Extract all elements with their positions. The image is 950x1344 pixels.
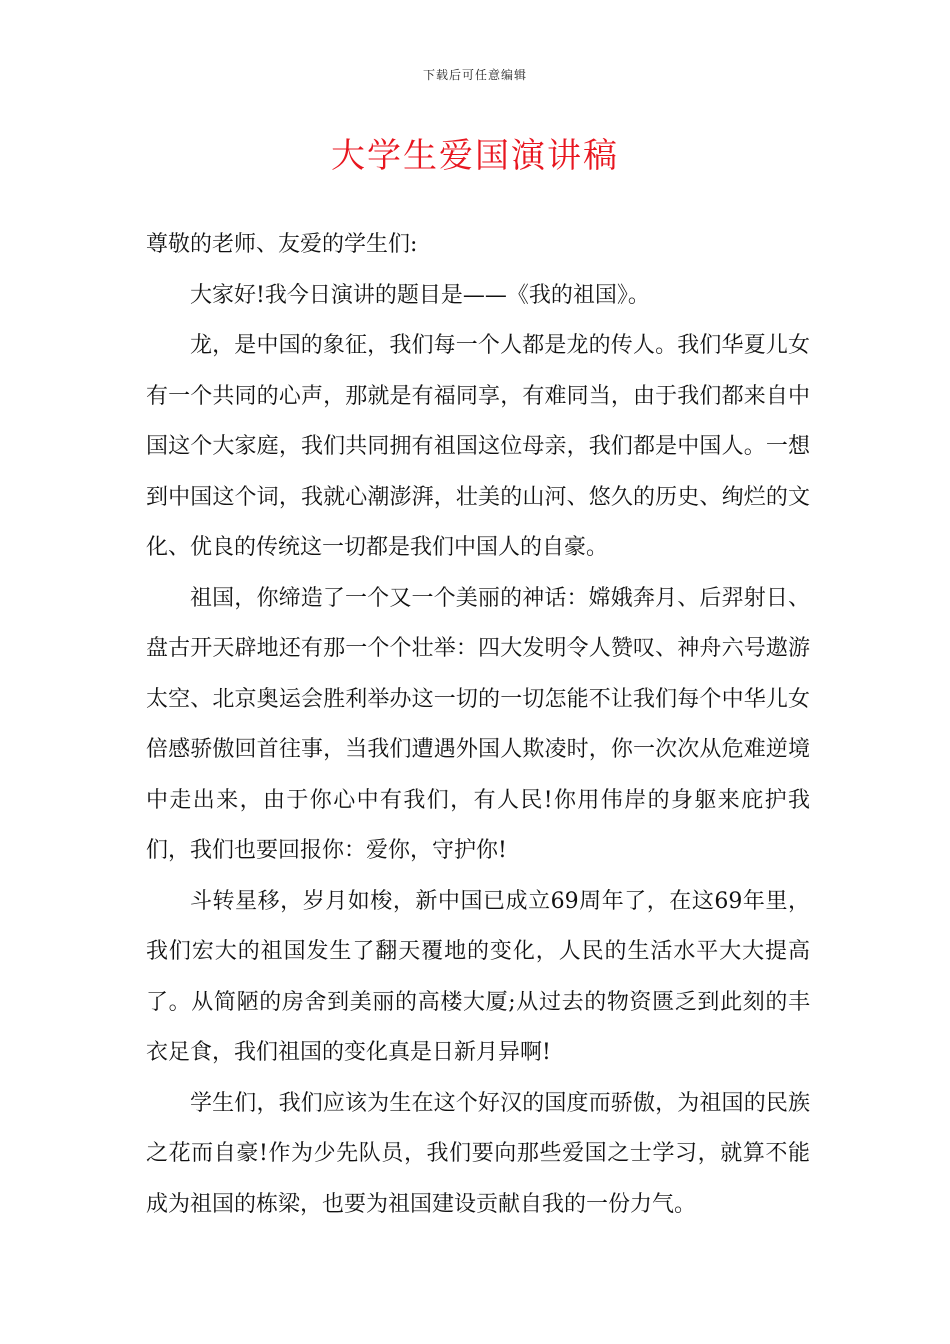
header-note: 下载后可任意编辑 [422,68,527,82]
paragraph: 大家好!我今日演讲的题目是——《我的祖国》。 [190,282,650,308]
paragraph: 斗转星移，岁月如梭，新中国已成立69周年了，在这69年里，我们宏大的祖国发生了翻天覆地的变化，人民的生活水平大大提高了。从简陋的房舍到美丽的高楼大厦;从过去的物资匮乏到此刻的丰衣足食，我们祖国的变化真是日新月异啊! [146,888,810,1065]
paragraph: 龙，是中国的象征，我们每一个人都是龙的传人。我们华夏儿女有一个共同的心声，那就是有福同享，有难同当，由于我们都来自中国这个大家庭，我们共同拥有祖国这位母亲，我们都是中国人。一想到中国这个词，我就心潮澎湃，壮美的山河、悠久的历史、绚烂的文化、优良的传统这一切都是我们中国人的自豪。 [146,333,810,560]
document-body [146,220,810,1230]
document-title: 大学生爱国演讲稿 [331,136,619,176]
salutation: 尊敬的老师、友爱的学生们: [146,232,418,257]
paragraph: 祖国，你缔造了一个又一个美丽的神话：嫦娥奔月、后羿射日、盘古开天辟地还有那一个个壮举：四大发明令人赞叹、神舟六号遨游太空、北京奥运会胜利举办这一切的一切怎能不让我们每个中华儿女倍感骄傲回首往事，当我们遭遇外国人欺凌时，你一次次从危难逆境中走出来，由于你心中有我们，有人民!你用伟岸的身躯来庇护我们，我们也要回报你：爱你，守护你! [146,585,810,863]
paragraph: 学生们，我们应该为生在这个好汉的国度而骄傲，为祖国的民族之花而自豪!作为少先队员，我们要向那些爱国之士学习，就算不能成为祖国的栋梁，也要为祖国建设贡献自我的一份力气。 [146,1090,810,1217]
